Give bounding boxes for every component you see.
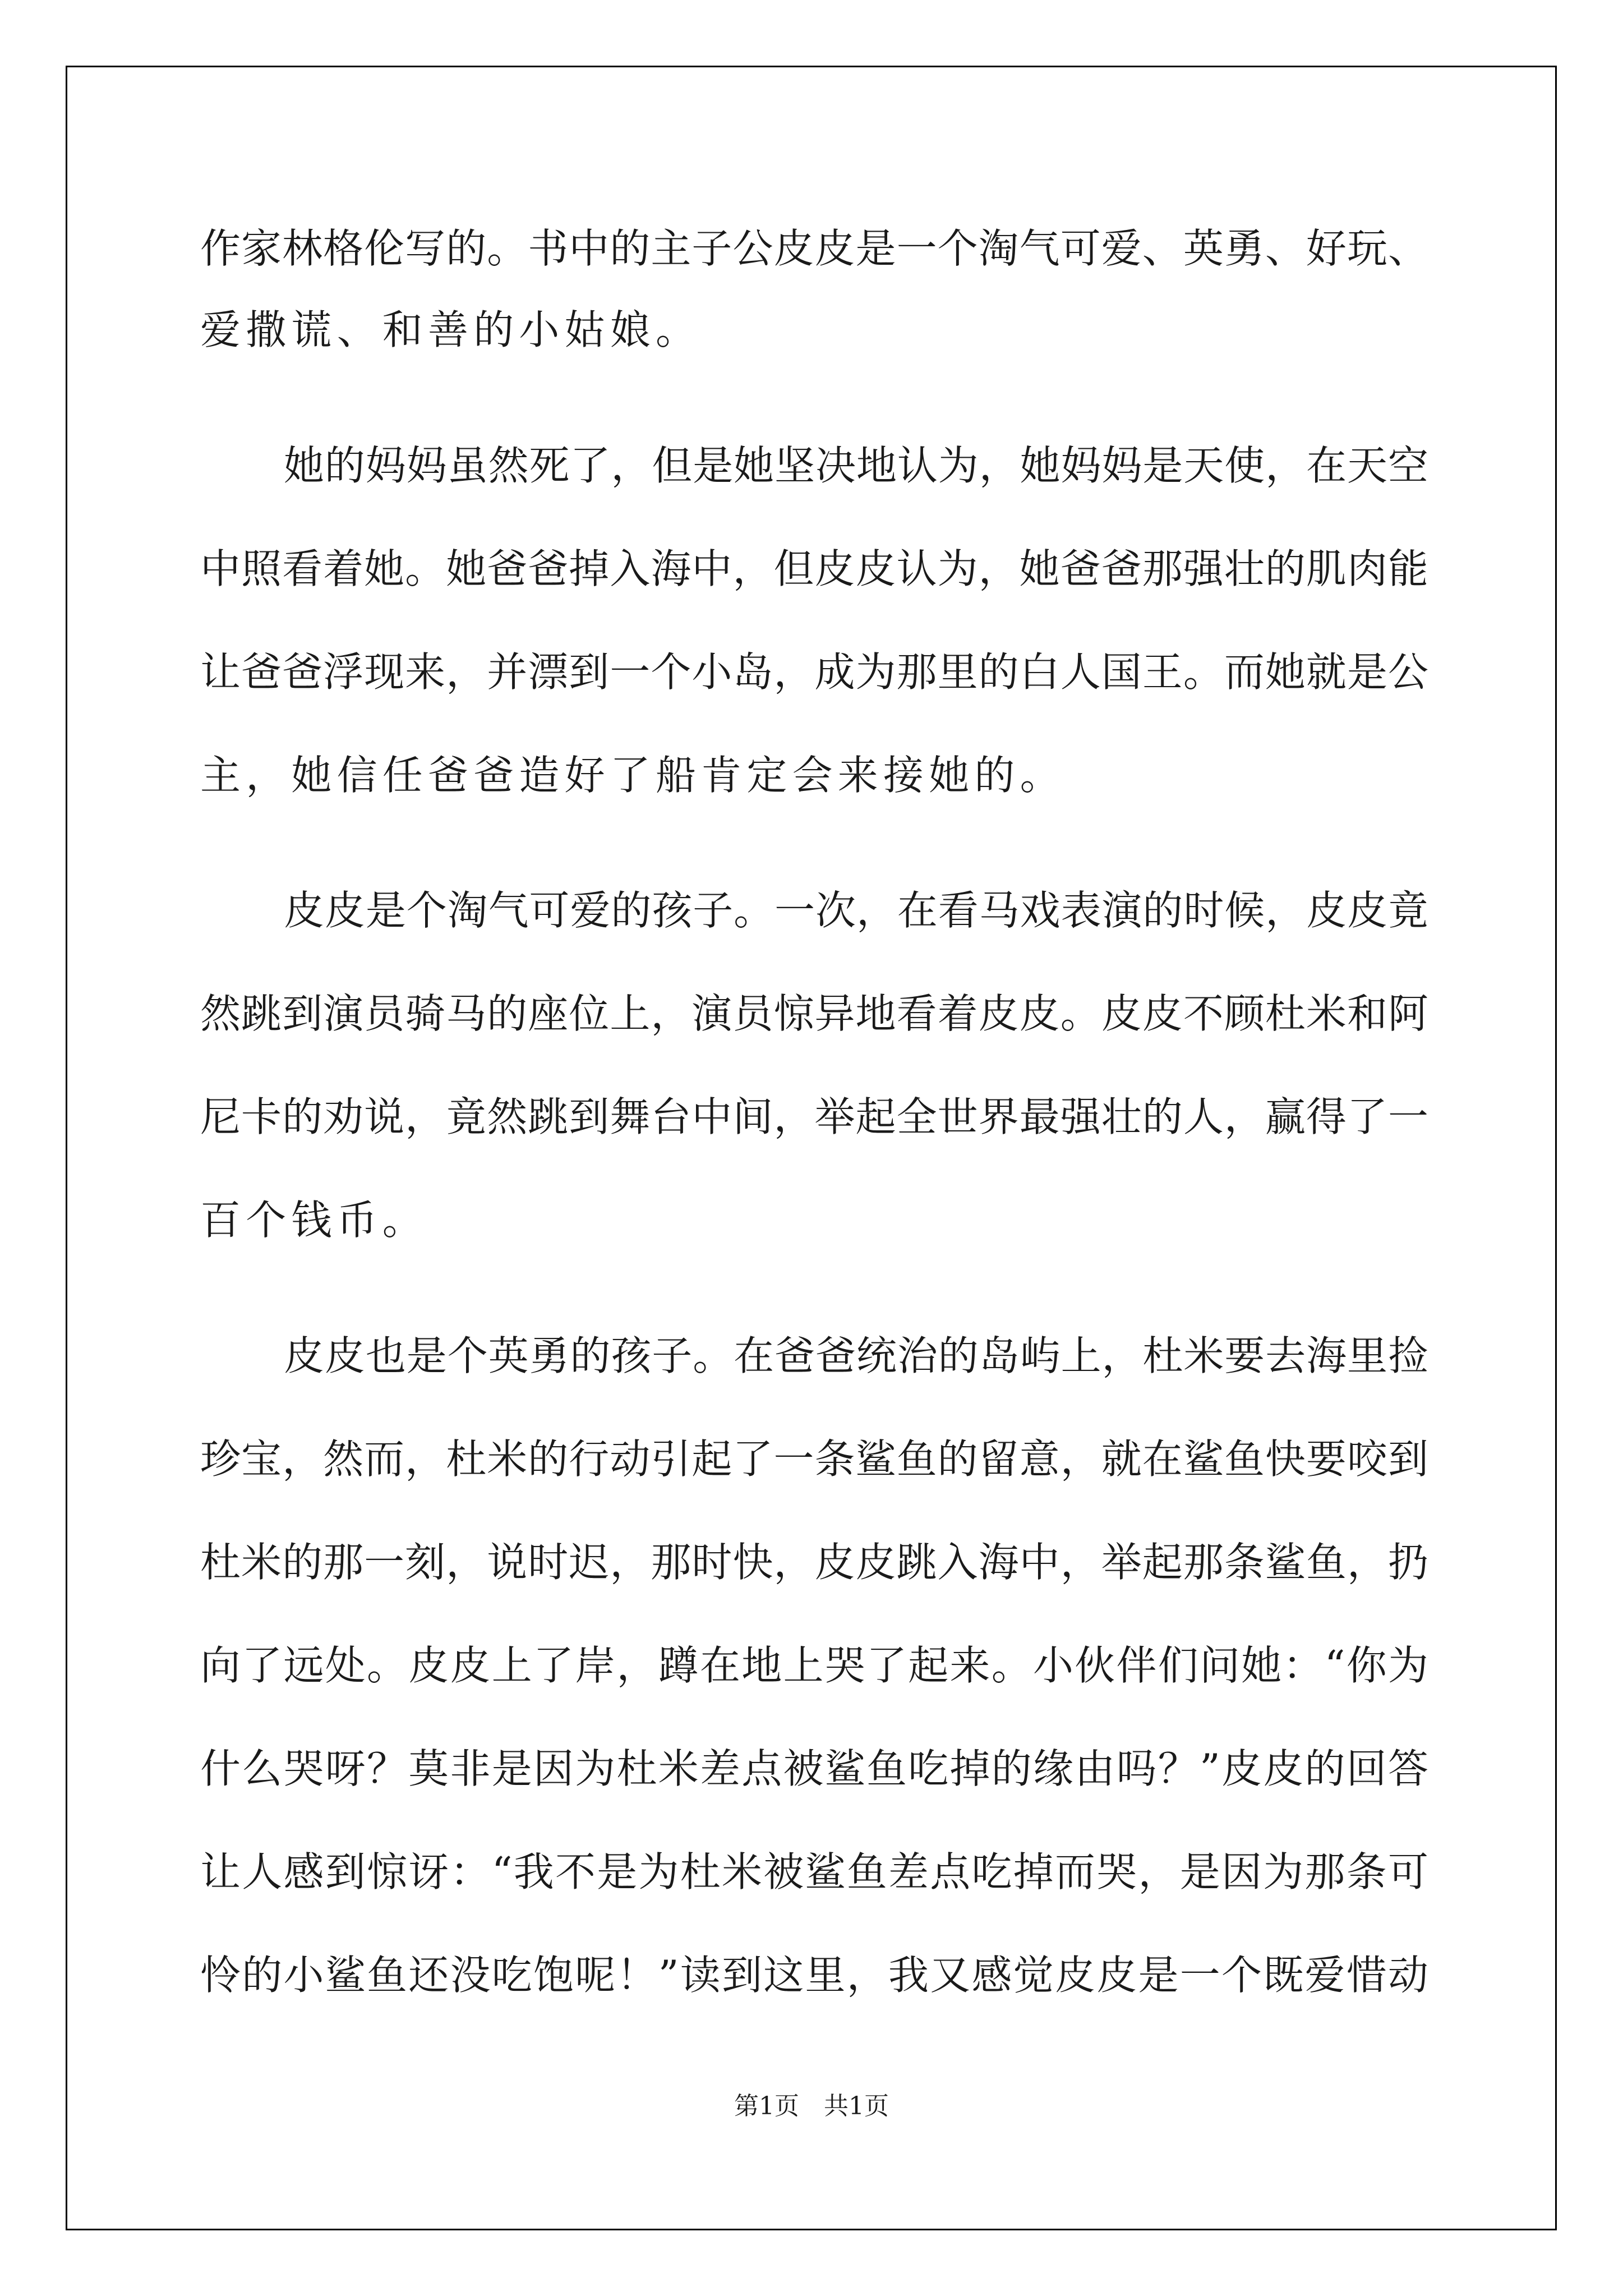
text-line: 百个钱币。 bbox=[200, 1197, 428, 1244]
page-number: 第1页 共1页 bbox=[734, 2092, 889, 2120]
text-line: 向了远处。皮皮上了岸，蹲在地上哭了起来。小伙伴们问她：“你为 bbox=[200, 1642, 1428, 1689]
text-line: 中照看着她。她爸爸掉入海中，但皮皮认为，她爸爸那强壮的肌肉能 bbox=[200, 545, 1428, 592]
text-line: 皮皮是个淘气可爱的孩子。一次，在看马戏表演的时候，皮皮竟 bbox=[284, 887, 1428, 934]
text-line: 杜米的那一刻，说时迟，那时快，皮皮跳入海中，举起那条鲨鱼，扔 bbox=[200, 1539, 1428, 1586]
text-line: 主，她信任爸爸造好了船肯定会来接她的。 bbox=[200, 752, 1066, 799]
text-line: 作家林格伦写的。书中的主子公皮皮是一个淘气可爱、英勇、好玩、 bbox=[200, 225, 1428, 272]
text-line: 让爸爸浮现来，并漂到一个小岛，成为那里的白人国王。而她就是公 bbox=[200, 648, 1428, 696]
text-line: 她的妈妈虽然死了，但是她坚决地认为，她妈妈是天使，在天空 bbox=[284, 442, 1428, 489]
text-line: 让人感到惊讶：“我不是为杜米被鲨鱼差点吃掉而哭，是因为那条可 bbox=[200, 1848, 1428, 1895]
text-line: 皮皮也是个英勇的孩子。在爸爸统治的岛屿上，杜米要去海里捡 bbox=[284, 1332, 1428, 1379]
text-line: 怜的小鲨鱼还没吃饱呢！”读到这里，我又感觉皮皮是一个既爱惜动 bbox=[200, 1952, 1428, 1999]
text-line: 珍宝，然而，杜米的行动引起了一条鲨鱼的留意，就在鲨鱼快要咬到 bbox=[200, 1435, 1428, 1483]
text-line: 爱撒谎、和善的小姑娘。 bbox=[200, 306, 702, 353]
text-line: 什么哭呀？莫非是因为杜米差点被鲨鱼吃掉的缘由吗？”皮皮的回答 bbox=[200, 1745, 1428, 1792]
text-line: 然跳到演员骑马的座位上，演员惊异地看着皮皮。皮皮不顾杜米和阿 bbox=[200, 990, 1428, 1037]
text-line: 尼卡的劝说，竟然跳到舞台中间，举起全世界最强壮的人，赢得了一 bbox=[200, 1093, 1428, 1140]
